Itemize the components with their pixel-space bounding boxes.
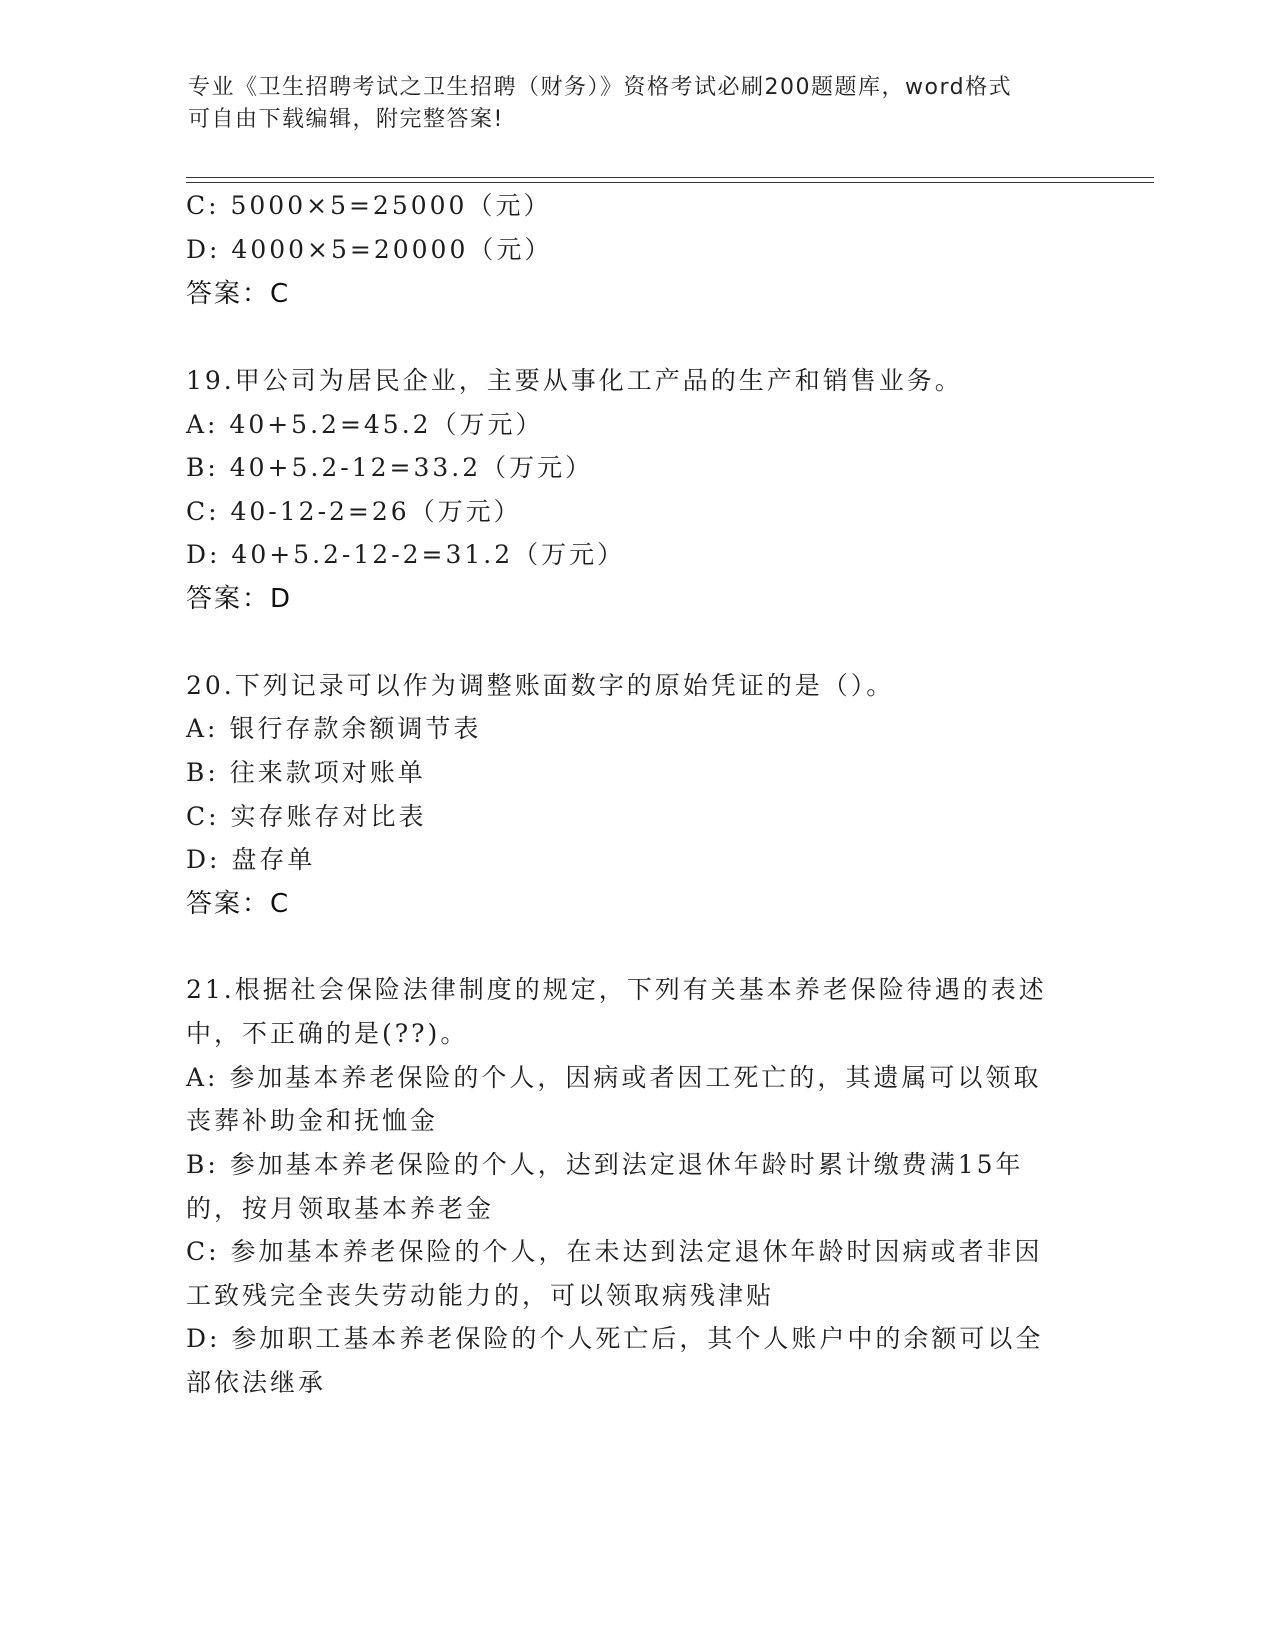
option-b: B: 40+5.2-12=33.2（万元） <box>186 453 594 482</box>
question-21-continued: 中，不正确的是(??)。 <box>186 1019 469 1048</box>
option-a: A: 银行存款余额调节表 <box>186 714 482 743</box>
option-a: A: 参加基本养老保险的个人，因病或者因工死亡的，其遗属可以领取 <box>186 1063 1042 1092</box>
option-d: D: 4000×5=20000（元） <box>186 235 553 264</box>
option-d: D: 参加职工基本养老保险的个人死亡后，其个人账户中的余额可以全 <box>186 1324 1044 1353</box>
option-d: D: 盘存单 <box>186 845 316 874</box>
option-c: C: 参加基本养老保险的个人，在未达到法定退休年龄时因病或者非因 <box>186 1237 1043 1266</box>
question-21: 21.根据社会保险法律制度的规定，下列有关基本养老保险待遇的表述 <box>186 975 1047 1004</box>
answer-line: 答案：D <box>186 584 293 614</box>
header-divider-bottom <box>186 182 1154 183</box>
option-c: C: 40-12-2=26（万元） <box>186 497 522 526</box>
option-c: C: 实存账存对比表 <box>186 802 427 831</box>
option-d: D: 40+5.2-12-2=31.2（万元） <box>186 540 626 569</box>
option-a: A: 40+5.2=45.2（万元） <box>186 410 544 439</box>
option-c-continued: 工致残完全丧失劳动能力的，可以领取病残津贴 <box>186 1281 775 1310</box>
option-a-continued: 丧葬补助金和抚恤金 <box>186 1106 439 1135</box>
header-divider-top <box>186 177 1154 178</box>
option-c: C: 5000×5=25000（元） <box>186 191 552 220</box>
option-b: B: 参加基本养老保险的个人，达到法定退休年龄时累计缴费满15年 <box>186 1150 1024 1179</box>
header-title-line-1: 专业《卫生招聘考试之卫生招聘（财务）》资格考试必刷200题题库，word格式 <box>188 75 1013 100</box>
header-title-line-2: 可自由下载编辑，附完整答案! <box>188 107 504 132</box>
question-19: 19.甲公司为居民企业，主要从事化工产品的生产和销售业务。 <box>186 366 963 395</box>
page-header <box>188 72 1068 136</box>
answer-line: 答案：C <box>186 889 291 919</box>
question-20: 20.下列记录可以作为调整账面数字的原始凭证的是（）。 <box>186 671 895 700</box>
answer-line: 答案：C <box>186 279 291 309</box>
option-d-continued: 部依法继承 <box>186 1368 327 1397</box>
option-b: B: 往来款项对账单 <box>186 758 426 787</box>
option-b-continued: 的，按月领取基本养老金 <box>186 1194 495 1223</box>
